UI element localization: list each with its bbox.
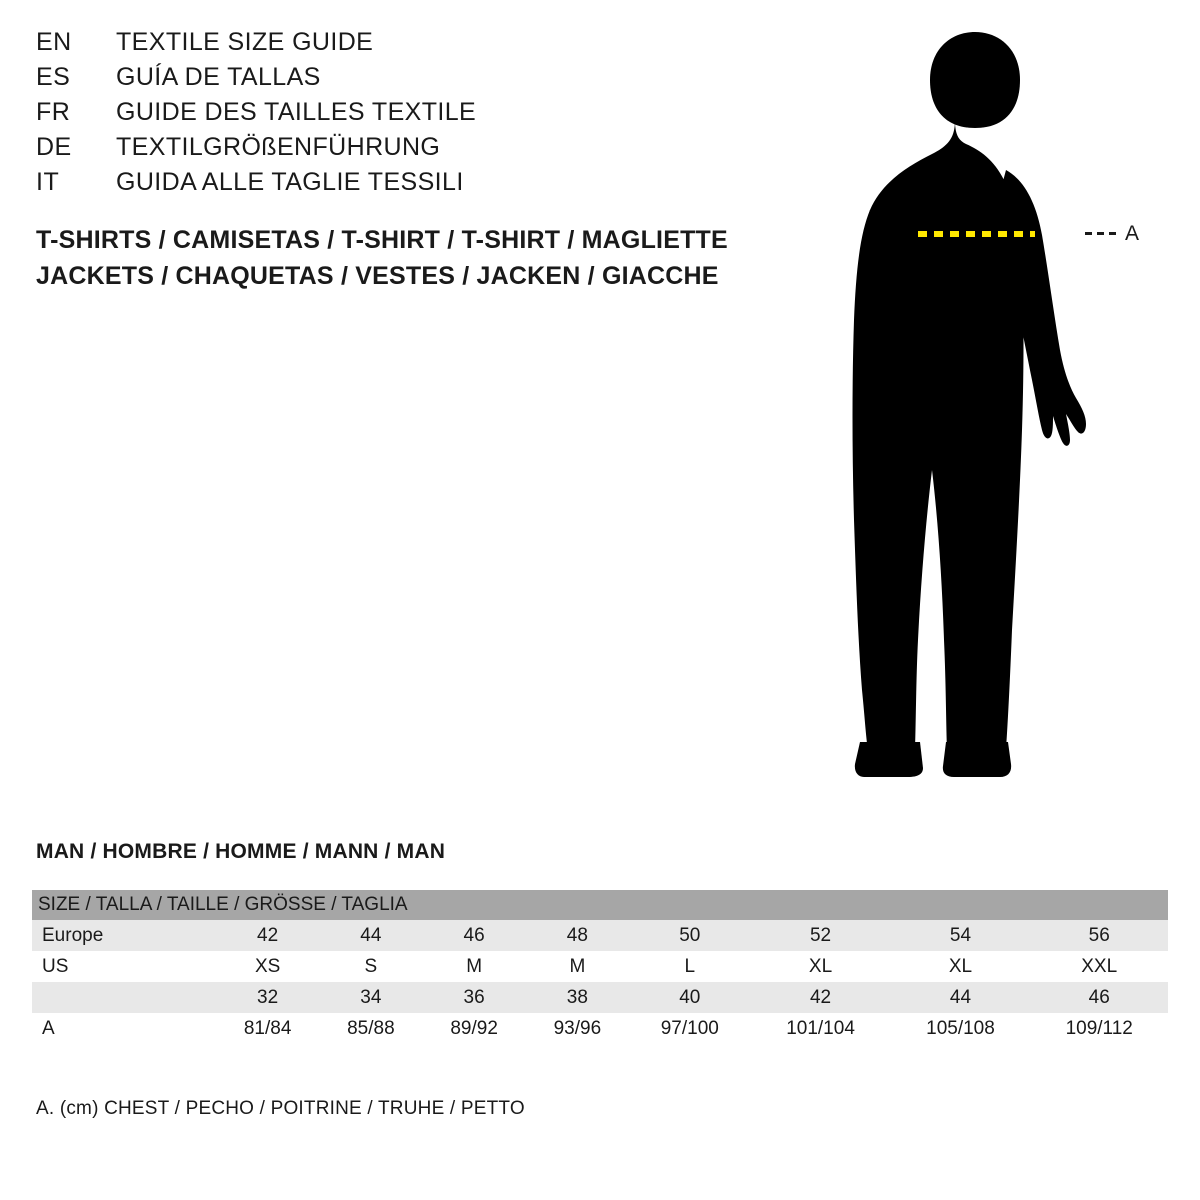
language-text: TEXTILE SIZE GUIDE	[116, 28, 374, 56]
language-text: TEXTILGRÖßENFÜHRUNG	[116, 133, 441, 161]
cell: 52	[751, 920, 891, 951]
language-header-block	[36, 28, 736, 203]
cell: 32	[216, 982, 319, 1013]
table-row	[32, 1013, 1168, 1044]
language-code: FR	[36, 98, 71, 126]
cell: 85/88	[319, 1013, 422, 1044]
category-line-jackets: JACKETS / CHAQUETAS / VESTES / JACKEN / GIACCHE	[36, 262, 719, 290]
table-row	[32, 951, 1168, 982]
language-row	[36, 98, 736, 133]
row-label: A	[32, 1013, 216, 1044]
cell: 46	[1030, 982, 1168, 1013]
table-band-header	[32, 890, 1168, 920]
row-label: Europe	[32, 920, 216, 951]
language-text: GUIDA ALLE TAGLIE TESSILI	[116, 168, 464, 196]
cell: 40	[629, 982, 751, 1013]
section-title-man: MAN / HOMBRE / HOMME / MANN / MAN	[36, 840, 446, 863]
language-row	[36, 133, 736, 168]
size-table-wrapper	[32, 890, 1168, 1044]
cell: 101/104	[751, 1013, 891, 1044]
cell: 44	[891, 982, 1031, 1013]
cell: 56	[1030, 920, 1168, 951]
category-block	[36, 222, 796, 294]
cell: 50	[629, 920, 751, 951]
language-code: DE	[36, 133, 72, 161]
cell: 81/84	[216, 1013, 319, 1044]
cell: 34	[319, 982, 422, 1013]
measure-leader-line	[1085, 232, 1117, 235]
cell: 42	[216, 920, 319, 951]
cell: 36	[423, 982, 526, 1013]
cell: 97/100	[629, 1013, 751, 1044]
cell: 54	[891, 920, 1031, 951]
language-row	[36, 28, 736, 63]
cell: S	[319, 951, 422, 982]
language-code: IT	[36, 168, 60, 196]
silhouette-shape	[853, 32, 1087, 777]
cell: XL	[751, 951, 891, 982]
language-text: GUIDE DES TAILLES TEXTILE	[116, 98, 477, 126]
cell: 44	[319, 920, 422, 951]
table-row	[32, 920, 1168, 951]
footnote-chest: A. (cm) CHEST / PECHO / POITRINE / TRUHE / PETTO	[36, 1098, 525, 1119]
cell: 38	[526, 982, 629, 1013]
language-row	[36, 63, 736, 98]
cell: 42	[751, 982, 891, 1013]
language-code: EN	[36, 28, 72, 56]
cell: M	[526, 951, 629, 982]
measure-label-a: A	[1125, 222, 1140, 245]
cell: 105/108	[891, 1013, 1031, 1044]
cell: XS	[216, 951, 319, 982]
cell: 48	[526, 920, 629, 951]
cell: L	[629, 951, 751, 982]
cell: 89/92	[423, 1013, 526, 1044]
cell: XL	[891, 951, 1031, 982]
cell: 46	[423, 920, 526, 951]
cell: 93/96	[526, 1013, 629, 1044]
language-code: ES	[36, 63, 71, 91]
cell: XXL	[1030, 951, 1168, 982]
cell: M	[423, 951, 526, 982]
category-line-tshirts: T-SHIRTS / CAMISETAS / T-SHIRT / T-SHIRT / MAGLIETTE	[36, 226, 728, 254]
size-table	[32, 890, 1168, 1044]
cell: 109/112	[1030, 1013, 1168, 1044]
table-row	[32, 982, 1168, 1013]
row-label	[32, 982, 216, 1013]
language-text: GUÍA DE TALLAS	[116, 63, 321, 91]
table-band-header-label: SIZE / TALLA / TAILLE / GRÖSSE / TAGLIA	[32, 890, 1168, 920]
language-row	[36, 168, 736, 203]
row-label: US	[32, 951, 216, 982]
man-silhouette-figure	[820, 20, 1180, 780]
